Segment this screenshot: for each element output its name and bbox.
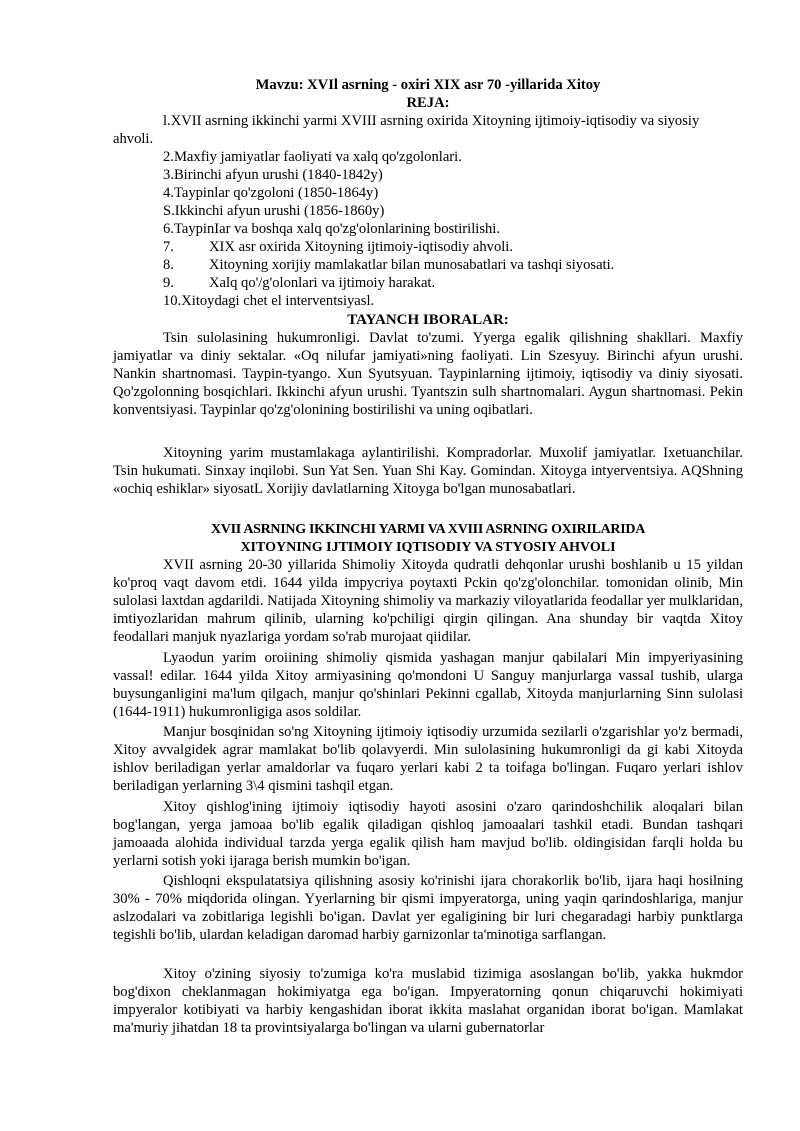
reja-item-6: 6.TaypinIar va boshqa xalq qo'zg'olonlarining bostirilishi. xyxy=(163,221,500,237)
reja-item-9 xyxy=(163,275,435,293)
paragraph-3: Manjur bosqinidan so'ng Xitoyning ijtimoiy iqtisodiy urzumida sezilarli o'zgarishlar yo'z bermadi, Xitoy avvalgidek agrar mamlakat bo'lib qolavyerdi. Min sulolasining hukumronligi da gi kabi Xitoyda ishlov beriladigan yerlar amaldorlar va fuqaro yerlari kabi 2 ta toifaga bo'lingan. Fuqaro yerlari ishlov beriladigan yerlarning 3\4 qismini tashqil etgan. xyxy=(113,724,743,794)
reja-heading: REJA: xyxy=(406,95,450,111)
tayanch-paragraph-2: Xitoyning yarim mustamlakaga aylantirilishi. Kompradorlar. Muxolif jamiyatlar. Ixetuanchilar. Tsin hukumati. Sinxay inqilobi. Sun Yat Sen. Yuan Shi Kay. Gomindan. Xitoyga intyerventsiya. AQShning «ochiq eshiklar» siyosatL Xorijiy davlatlarning Xitoyga bo'lgan munosabatlari. xyxy=(113,445,743,497)
paragraph-4: Xitoy qishlog'ining ijtimoiy iqtisodiy hayoti asosini o'zaro qarindoshchilik aloqalari bilan bog'langan, yerga jamoaa bo'lib egalik qiladigan qishloq jamoaalari tashkil etadi. Bundan tashqari jamoaada alohida individual tarzda yerga egalik qilish ham mavjud bo'lib. oldingisidan farqli holda bu yerlarni sotish yoki ijaraga berish mumkin bo'igan. xyxy=(113,799,743,869)
reja-item-5: S.Ikkinchi afyun urushi (1856-1860y) xyxy=(163,203,385,219)
reja-item-9-number: 9. xyxy=(163,275,174,291)
reja-item-8-number: 8. xyxy=(163,257,174,273)
reja-item-2: 2.Maxfiy jamiyatlar faoliyati va xalq qo'zgolonlari. xyxy=(163,149,462,165)
reja-item-9-text: Xalq qo'/g'olonlari va ijtimoiy harakat. xyxy=(209,275,436,291)
reja-item-4: 4.Taypinlar qo'zgoloni (1850-1864y) xyxy=(163,185,379,201)
reja-item-10: 10.Xitoydagi chet el interventsiyasl. xyxy=(163,293,375,309)
reja-item-7-text: XIX asr oxirida Xitoyning ijtimoiy-iqtisodiy ahvoli. xyxy=(209,239,514,255)
tayanch-paragraph-1: Tsin sulolasining hukumronligi. Davlat to'zumi. Yyerga egalik qilishning shakllari. Maxfiy jamiyatlar va diniy sektalar. «Oq nilufar jamiyati»ning faoliyati. Lin Szesyuy. Birinchi afyun urushi. Nankin shartnomasi. Taypin-tyango. Xun Syutsyuan. Taypinlarning ijtimoiy, iqtisodiy va diniy siyosati. Qo'zgolonning bosqichlari. Ikkinchi afyun urushi. Tyantszin sulh shartnomalari. Aygun shartnomasi. Pekin konventsiyasi. Taypinlar qo'zg'olonining bostirilishi va uning oqibatlari. xyxy=(113,330,743,418)
paragraph-5: Qishloqni ekspulatatsiya qilishning asosiy ko'rinishi ijara chorakorlik bo'lib, ijara haqi hosilning 30% - 70% miqdorida olingan. Yyerlarning bir qismi impyeratorga, uning yaqin qarindoshlariga, manjur aslzodalari va zobitlariga legishli bo'igan. Davlat yer egaligining bir luri chegaradagi harbiy punktlarga tegishli bo'lib, ulardan keladigan daromad harbiy garnizonlar ta'minotiga sarflangan. xyxy=(113,873,743,943)
section-heading-line-1: XVII ASRNING IKKINCHI YARMI VA XVIII ASRNING OXIRILARIDA xyxy=(210,522,646,537)
reja-item-1: l.XVII asrning ikkinchi yarmi XVIII asrning oxirida Xitoyning ijtimoiy-iqtisodiy va siyosiy ahvoli. xyxy=(113,113,700,147)
paragraph-1: XVII asrning 20-30 yillarida Shimoliy Xitoyda qudratli dehqonlar urushi boshlanib u 15 yildan ko'proq vaqt davom etdi. 1644 yilda impycriya poytaxti Pckin qo'zg'olonchilar. tomonidan olinib, Min sulolasi laxtdan agdarildi. Natijada Xitoyning shimoliy va markaziy viloyatlarida feodallar yer mulklaridan, imtiyozlaridan mahrum qilinib, ularning ko'pchiligi qirgin qilingan. Ana shunday bir vaqtda Xitoy feodallari manjuk nyazlariga yordam so'rab murojaat qiidilar. xyxy=(113,557,743,645)
tayanch-heading: TAYANCH IBORALAR: xyxy=(347,312,509,328)
paragraph-6: Xitoy o'zining siyosiy to'zumiga ko'ra muslabid tizimiga asoslangan bo'lib, yakka hukmdor bog'dixon cheklanmagan hokimiyatga ega bo'igan. Impyeratorning qonun chiqaruvchi hokimiyati impyeralor kotibiyati va harbiy kengashidan iborat ikkita maslahat organidan iborat bo'igan. Mamlakat ma'muriy jihatdan 18 ta provintsiyalarga bo'lingan va ularni gubernatorlar xyxy=(113,966,743,1036)
reja-item-8-text: Xitoyning xorijiy mamlakatlar bilan munosabatlari va tashqi siyosati. xyxy=(209,257,615,273)
reja-item-3: 3.Birinchi afyun urushi (1840-1842y) xyxy=(163,167,383,183)
section-heading-line-2: XITOYNING IJTIMOIY IQTISODIY VA STYOSIY AHVOLI xyxy=(240,540,616,555)
paragraph-2: Lyaodun yarim oroiining shimoliy qismida yashagan manjur qabilalari Min impyeriyasining vassal! edilar. 1644 yilda Xitoy armiyasining qo'mondoni U Sanguy manjurlarga vassal tushib, ularga buysunganligini ma'lum qilgach, manjur qo'shinlari Pekinni cgallab, Xitoyda manjurlarning Sinn sulolasi (1644-1911) hukumronligiga asos soldilar. xyxy=(113,650,743,720)
reja-item-7 xyxy=(163,239,513,257)
reja-item-8 xyxy=(163,257,614,275)
page-title: Mavzu: XVIl asrning - oxiri XIX asr 70 -yillarida Xitoy xyxy=(255,77,601,93)
reja-item-7-number: 7. xyxy=(163,239,174,255)
